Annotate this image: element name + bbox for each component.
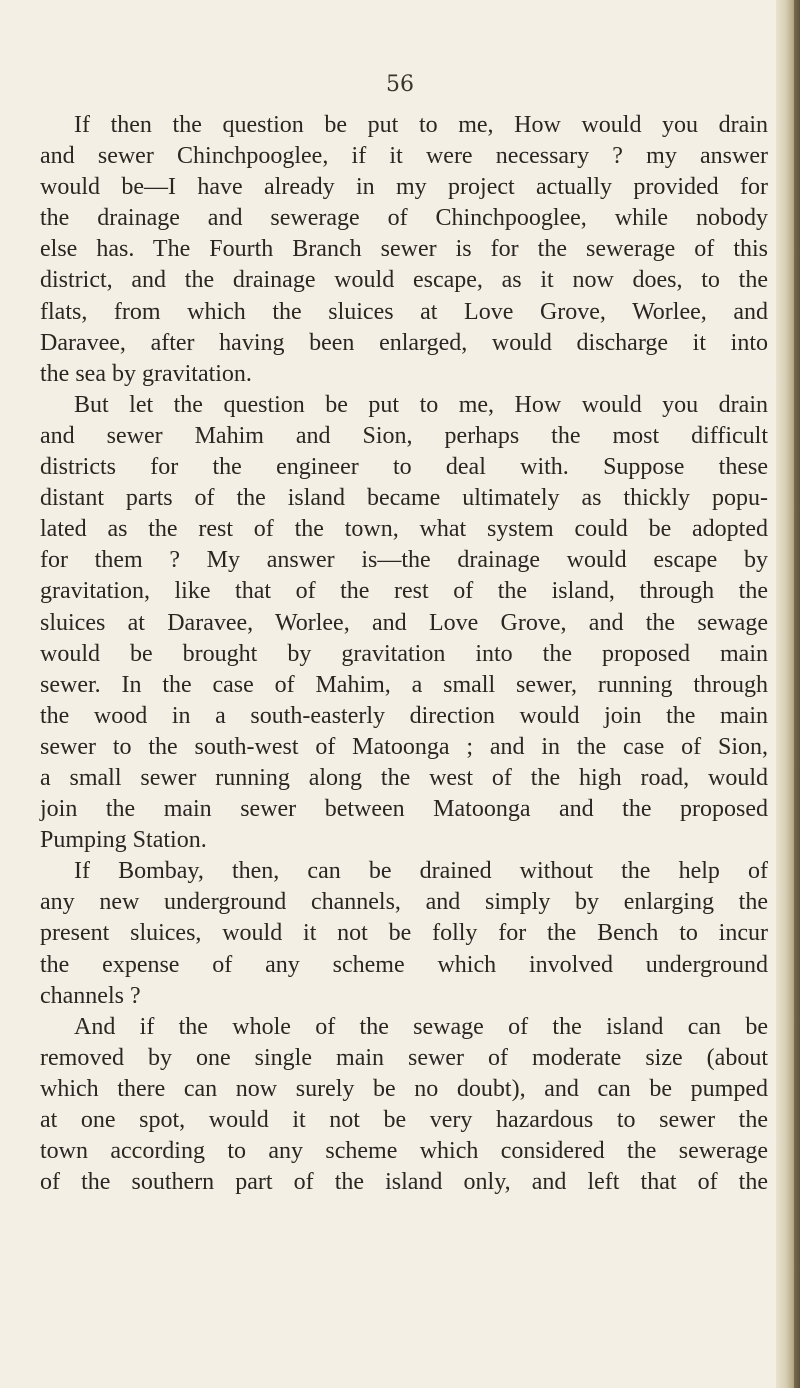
text-line: flats, from which the sluices at Love Grove, Worlee, and <box>40 298 768 325</box>
text-line: removed by one single main sewer of moderate size (about <box>40 1044 768 1071</box>
text-line: Pumping Station. <box>40 827 207 854</box>
page-number: 56 <box>386 72 414 97</box>
text-line: the wood in a south-easterly direction would join the main <box>40 702 768 729</box>
text-line: Daravee, after having been enlarged, would discharge it into <box>40 329 768 356</box>
text-line: sewer to the south-west of Matoonga ; and in the case of Sion, <box>40 733 768 760</box>
text-line: the drainage and sewerage of Chinchpooglee, while nobody <box>40 205 768 232</box>
paragraph-1 <box>40 110 768 390</box>
text-line: the expense of any scheme which involved underground <box>40 951 768 978</box>
text-line: distant parts of the island became ultimately as thickly popu- <box>40 485 768 512</box>
text-line: districts for the engineer to deal with. Suppose these <box>40 454 768 481</box>
text-line: present sluices, would it not be folly for the Bench to incur <box>40 920 768 947</box>
paragraph-3 <box>40 856 768 1011</box>
text-line: join the main sewer between Matoonga and the proposed <box>40 796 768 823</box>
text-line: lated as the rest of the town, what system could be adopted <box>40 516 768 543</box>
text-line: would be brought by gravitation into the proposed main <box>40 640 768 667</box>
text-line: district, and the drainage would escape, as it now does, to the <box>40 267 768 294</box>
text-line: else has. The Fourth Branch sewer is for the sewerage of this <box>40 236 768 263</box>
text-line: sewer. In the case of Mahim, a small sewer, running through <box>40 671 768 698</box>
text-line: any new underground channels, and simply by enlarging the <box>40 889 768 916</box>
text-line: and sewer Chinchpooglee, if it were necessary ? my answer <box>40 143 768 170</box>
text-line: But let the question be put to me, How would you drain <box>74 391 768 418</box>
text-line: the sea by gravitation. <box>40 360 252 387</box>
text-line: a small sewer running along the west of the high road, would <box>40 764 768 791</box>
text-line: sluices at Daravee, Worlee, and Love Grove, and the sewage <box>40 609 768 636</box>
text-line: would be—I have already in my project actually provided for <box>40 174 768 201</box>
text-line: And if the whole of the sewage of the island can be <box>74 1013 768 1040</box>
page-edge-dark <box>794 0 800 1388</box>
text-line: town according to any scheme which considered the sewerage <box>40 1138 768 1165</box>
text-line: gravitation, like that of the rest of the island, through the <box>40 578 768 605</box>
body-text <box>40 110 768 1198</box>
text-line: which there can now surely be no doubt), and can be pumped <box>40 1075 768 1102</box>
text-line: at one spot, would it not be very hazardous to sewer the <box>40 1107 768 1133</box>
text-line: for them ? My answer is—the drainage would escape by <box>40 547 768 574</box>
text-line: of the southern part of the island only, and left that of the <box>40 1169 768 1196</box>
paragraph-4 <box>40 1012 768 1199</box>
text-line: If Bombay, then, can be drained without the help of <box>74 858 768 885</box>
text-line: If then the question be put to me, How would you drain <box>74 112 768 138</box>
text-line: and sewer Mahim and Sion, perhaps the most difficult <box>40 422 768 449</box>
text-line: channels ? <box>40 982 141 1009</box>
paragraph-2 <box>40 390 768 856</box>
